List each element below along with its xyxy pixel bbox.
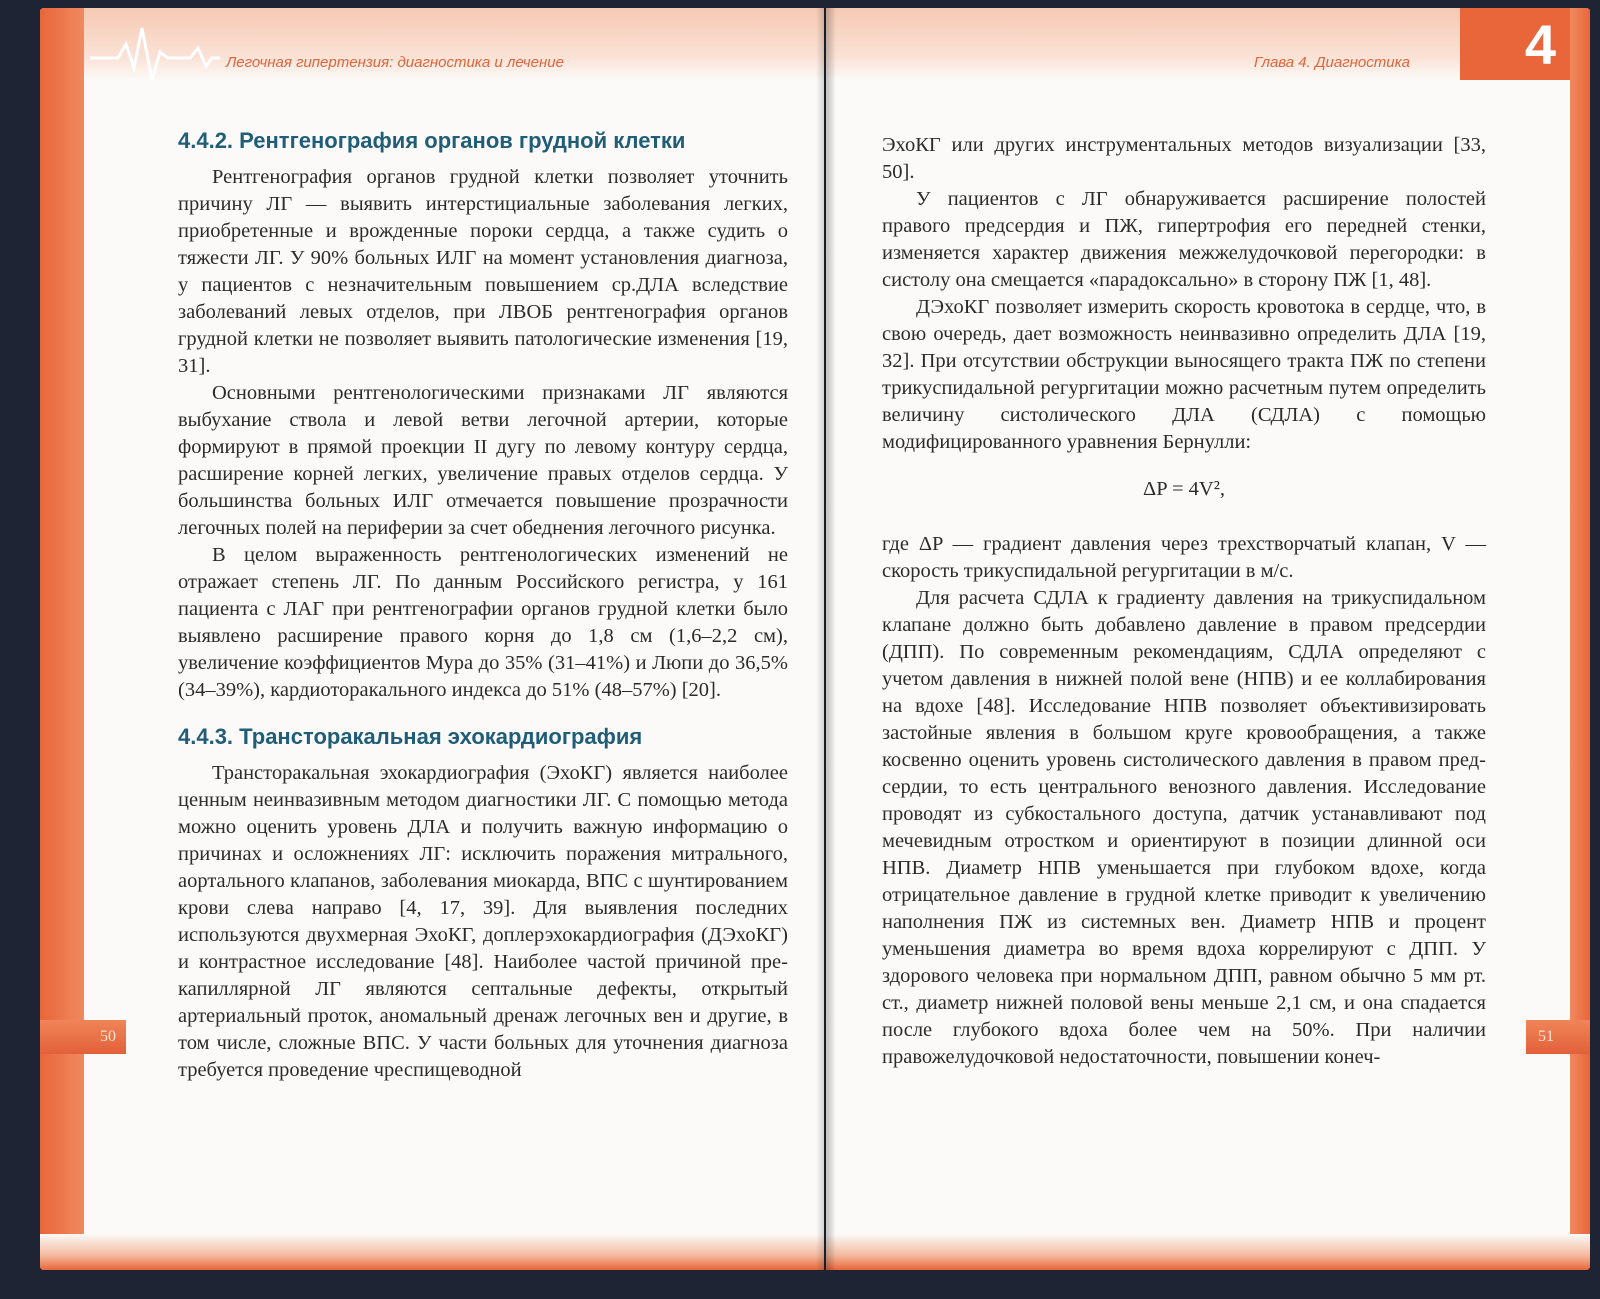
left-page-number: 50 (40, 1020, 126, 1054)
paragraph: Рентгенография органов грудной клетки позволяет уточнить причину ЛГ — выявить интерстициальные заболевания легких, приобретенные и врожденные пороки сердца, а также судить о тяжести ЛГ. У 90% больных ИЛГ на момент установления диагноза, у пациентов с незначительным повышением ср.ДЛА вследствие заболеваний левых отделов, при ЛВОБ рентгенография органов грудной клетки не позволяет выявить патологические изменения [19, 31]. (178, 166, 788, 377)
left-running-header: Легочная гипертензия: диагностика и лечение (226, 54, 564, 71)
paragraph: Для расчета СДЛА к градиенту давления на трикуспидальном клапане должно быть добавлено давление в правом предсердии (ДПП). По современным рекомендациям, СДЛА определяют с учетом давления в нижней полой вене (НПВ) и ее коллабирования на вдохе [48]. Исследование НПВ позволяет объективизировать застойные явления в большом круге кровообращения, а также косвенно оценить уровень систолического давления в правом предсердии, то есть центрального венозного давления. Исследование проводят из субкостального доступа, датчик устанавливают под мечевидным отростком и ориентируют в позиции длинной оси НПВ. Диаметр НПВ уменьшается при глубоком вдохе, когда отрицательное давление в грудной клетке приводит к увеличению наполнения ПЖ из системных вен. Диаметр НПВ и процент уменьшения диаметра во время вдоха коррелируют с ДПП. У здорового человека при нормальном ДПП, равном обычно 5 мм рт. ст., диаметр нижней половой вены меньше 2,1 см, и она спадается после глубокого вдоха более чем на 50%. При наличии правожелудочковой недостаточности, повышении конеч- (882, 587, 1486, 1068)
left-footer-band (40, 1234, 824, 1270)
paragraph: где ΔP — градиент давления через трехстворчатый клапан, V — скорость трикуспидальной регургитации в м/с. (882, 533, 1486, 582)
left-page-edge-strip (40, 8, 84, 1270)
bernoulli-formula: ΔP = 4V², (1143, 478, 1225, 500)
section-title-echocardiography: 4.4.3. Трансторакальная эхокардиография (178, 724, 643, 749)
left-page (40, 8, 824, 1270)
paragraph: ЭхоКГ или других инструментальных методов визуализации [33, 50]. (882, 134, 1486, 183)
paragraph: У пациентов с ЛГ обнаруживается расширение полостей правого предсердия и ПЖ, гипертрофия его передней стенки, изменяется характер движения межжелудочковой перегородки: в систолу она смещается «парадоксально» в сторону ПЖ [1, 48]. (882, 188, 1486, 291)
left-page-content (178, 126, 788, 1084)
right-footer-band (826, 1234, 1590, 1270)
right-page-edge-strip (1570, 8, 1590, 1270)
right-page (826, 8, 1590, 1270)
section-title-radiography: 4.4.2. Рентгенография органов грудной клетки (178, 128, 686, 153)
paragraph: В целом выраженность рентгенологических изменений не отражает степень ЛГ. По данным Российского регистра, у 161 пациента с ЛАГ при рентгенографии органов грудной клетки было выявлено расширение правого корня до 1,8 см (1,6–2,2 см), увеличение коэффициентов Мура до 35% (31–41%) и Люпи до 36,5% (34–39%), кардиоторакального индекса до 51% (48–57%) [20]. (178, 544, 788, 701)
paragraph: Трансторакальная эхокардиография (ЭхоКГ) является наиболее ценным неинвазивным методом диагностики ЛГ. С помощью метода можно оценить уровень ДЛА и получить важную информацию о причинах и осложнениях ЛГ: исключить поражения митрального, аортального клапанов, заболевания миокарда, ВПС с шунтированием крови слева направо [4, 17, 39]. Для выявления последних используются двухмерная ЭхоКГ, доплерэхокардиография (ДЭхоКГ) и контрастное исследование [48]. Наиболее частой причиной прекапиллярной ЛГ являются септальные дефекты, открытый артериальный проток, аномальный дренаж легочных вен и другие, в том числе, сложные ВПС. У части больных для уточнения диагноза требуется проведение чреспищеводной (178, 762, 788, 1081)
book-gutter (816, 8, 836, 1270)
right-page-number: 51 (1526, 1020, 1590, 1054)
paragraph: Основными рентгенологическими признаками ЛГ являются выбухание ствола и левой ветви легочной артерии, которые формируют в прямой проекции II дугу по левому контуру сердца, расширение корней легких, увеличение правых отделов сердца. У большинства больных ИЛГ отмечается повышение прозрачности легочных полей на периферии за счет обеднения легочного рисунка. (178, 382, 788, 539)
heartbeat-pulse-icon (90, 22, 220, 84)
paragraph: ДЭхоКГ позволяет измерить скорость кровотока в сердце, что, в свою очередь, дает возможность неинвазивно определить ДЛА [19, 32]. При отсутствии обструкции выносящего тракта ПЖ по степени трикуспидальной регургитации можно расчетным путем определить величину систолического ДЛА (СДЛА) с помощью модифицированного уравнения Бернулли: (882, 296, 1486, 453)
chapter-number: 4 (1524, 13, 1556, 76)
book-spread (20, 8, 1590, 1288)
right-running-header: Глава 4. Диагностика (1254, 54, 1410, 71)
right-page-content (882, 132, 1486, 1071)
